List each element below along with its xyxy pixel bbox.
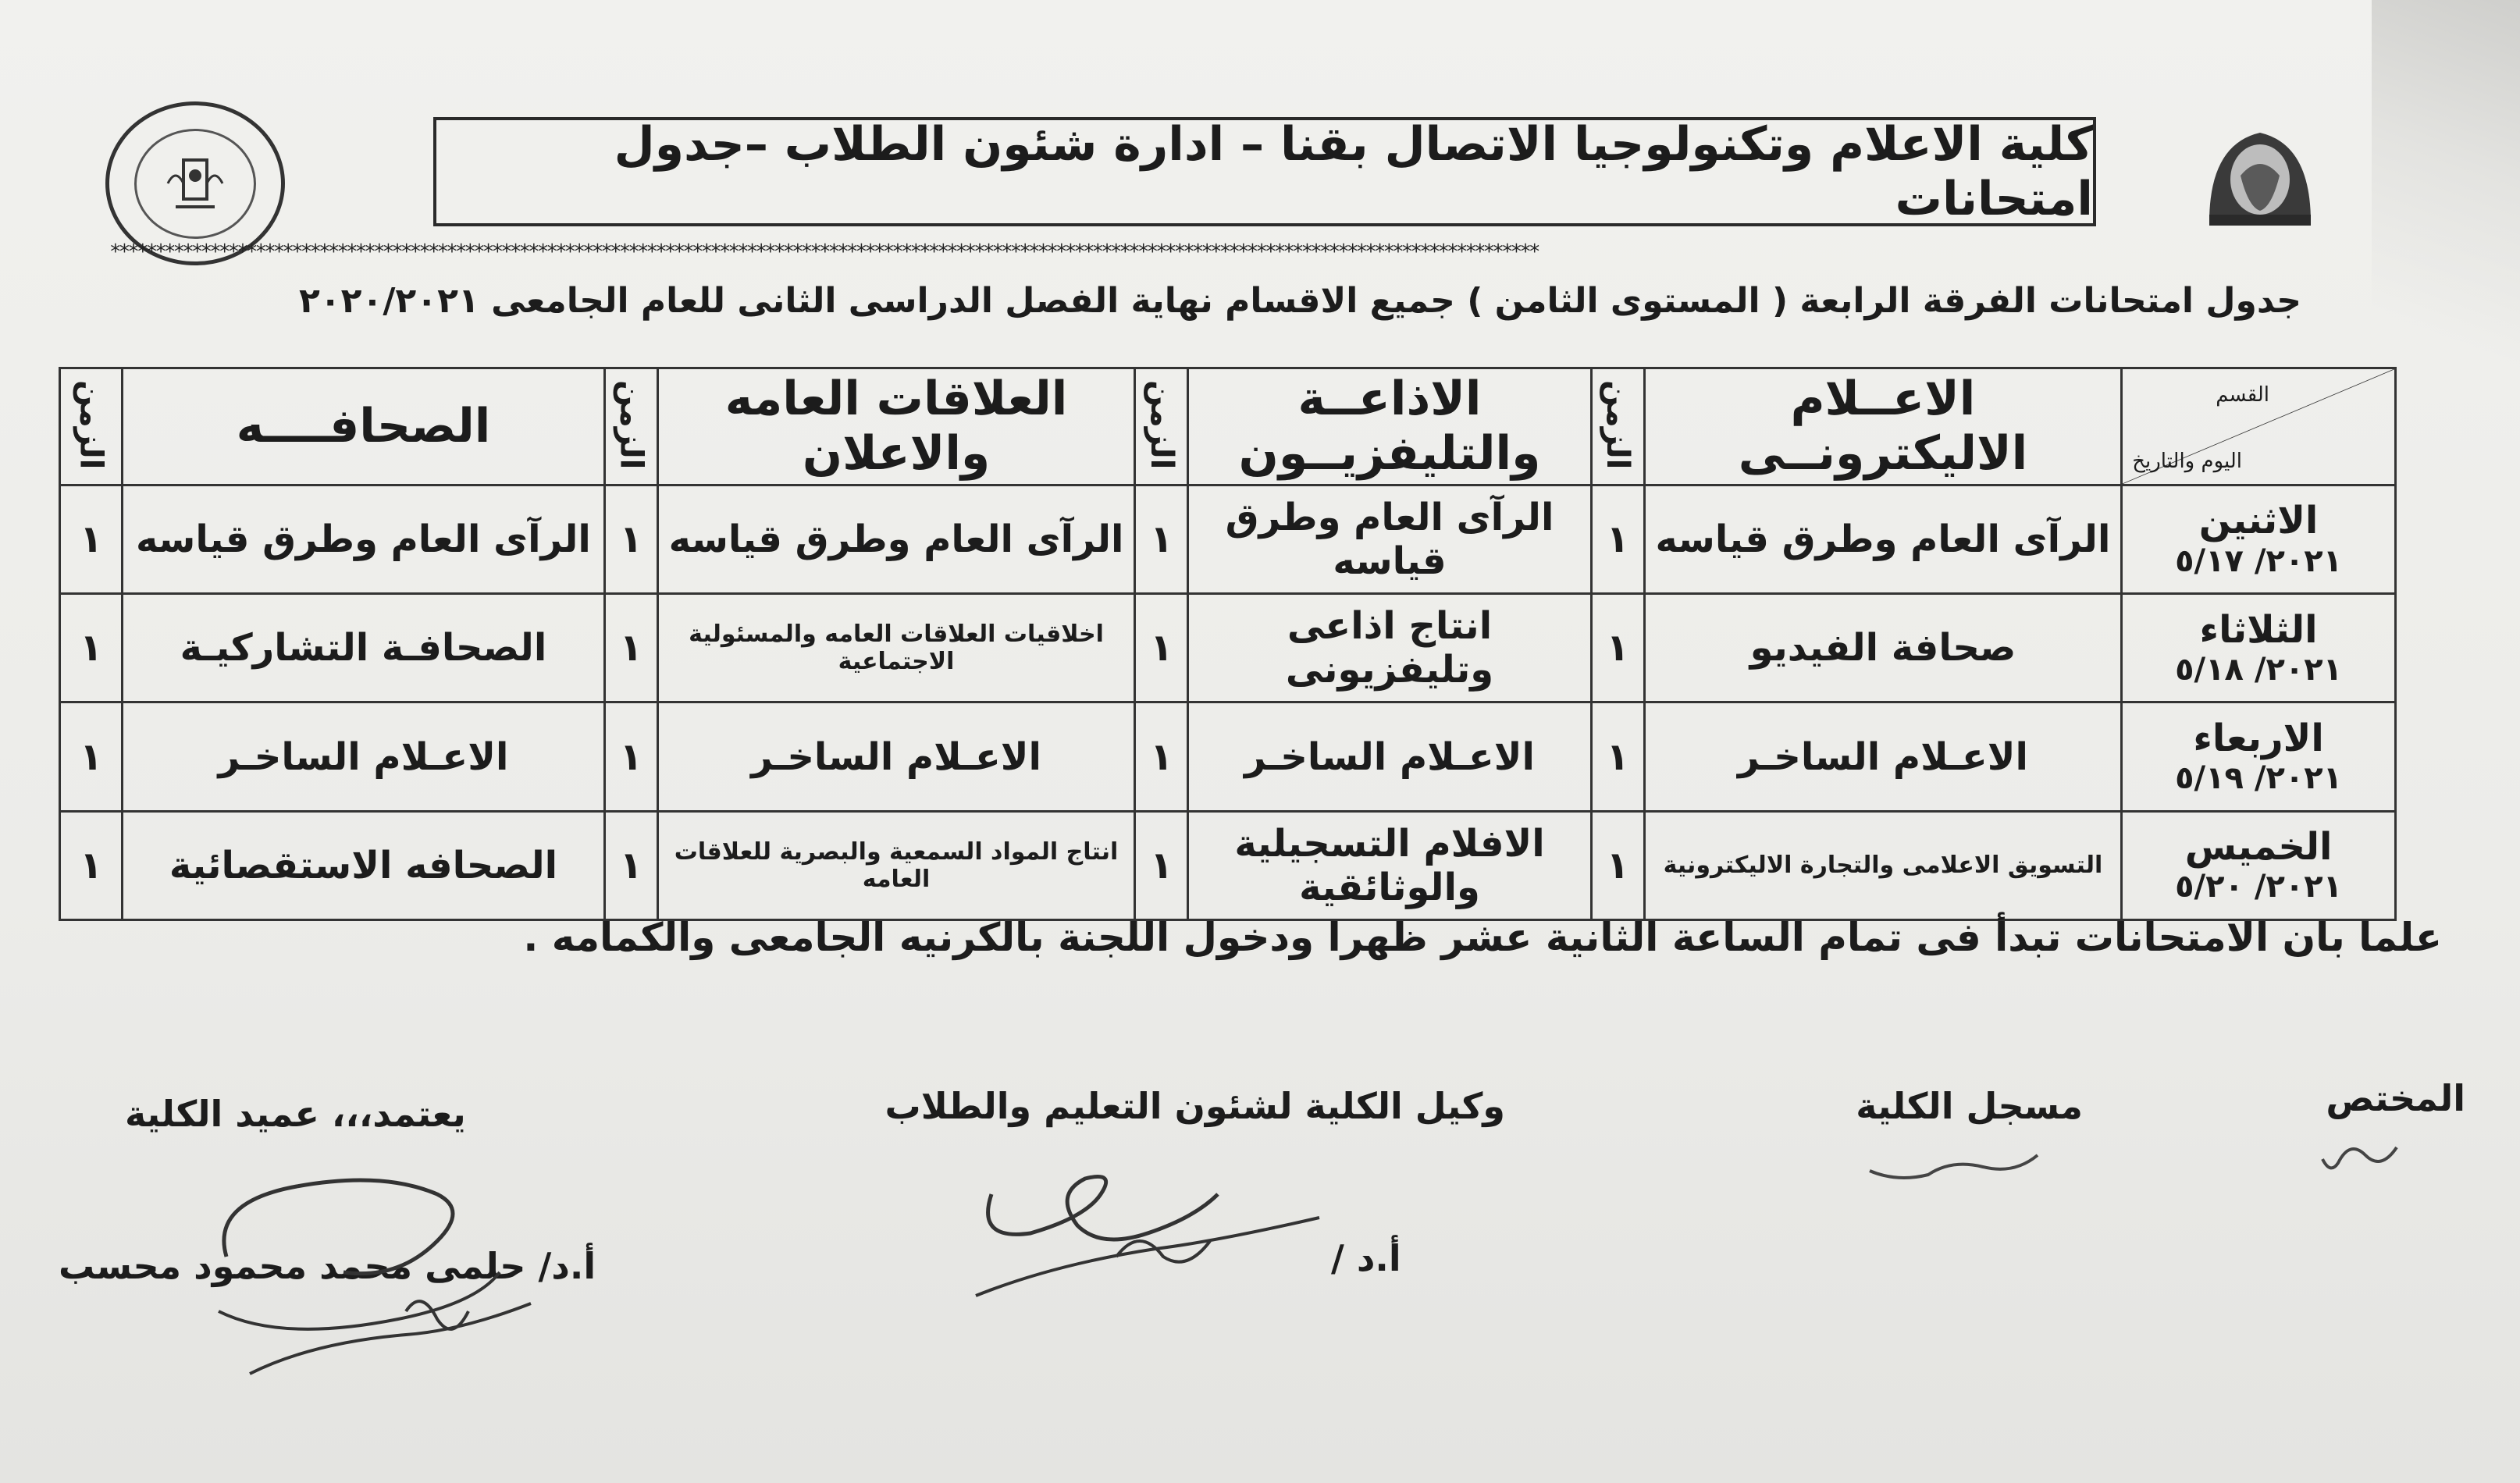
time-cell: ١: [60, 811, 123, 919]
dept-header: الصحافــــه: [123, 368, 604, 485]
date-label: ٢٠٢١/ ٥/٢٠: [2175, 869, 2343, 905]
date-label: ٢٠٢١/ ٥/١٨: [2175, 651, 2343, 688]
subject-cell: اخلاقيات العلاقات العامه والمسئولية الاجتماعية: [657, 594, 1134, 702]
subject-cell: انتاج اذاعى وتليفزيونى: [1188, 594, 1591, 702]
time-cell: ١: [604, 702, 657, 811]
time-cell: ١: [60, 594, 123, 702]
corner-date-label: اليوم والتاريخ: [2132, 449, 2243, 473]
time-cell: ١: [604, 811, 657, 919]
time-cell: ١: [1591, 702, 1644, 811]
day-date-cell: [2122, 811, 2396, 919]
time-header: الزمن: [60, 368, 123, 485]
day-label: الاربعاء: [2193, 716, 2324, 760]
time-header: الزمن: [604, 368, 657, 485]
corner-dept-label: القسم: [2216, 383, 2269, 407]
time-cell: ١: [604, 594, 657, 702]
time-cell: ١: [1591, 485, 1644, 593]
subject-cell: الاعـلام الساخـر: [123, 702, 604, 811]
exam-note: علما بان الامتحانات تبدأ فى تمام الساعة الثانية عشر ظهرا ودخول اللجنة بالكرنيه الجامعى والكمامه .: [523, 915, 2442, 960]
table-row: [60, 594, 2396, 702]
subject-cell: الرآى العام وطرق قياسه: [123, 485, 604, 593]
seal-inner: [134, 129, 256, 239]
subject-cell: الاعـلام الساخـر: [1644, 702, 2121, 811]
subject-cell: الاعـلام الساخـر: [1188, 702, 1591, 811]
time-header: الزمن: [1591, 368, 1644, 485]
subject-cell: الصحافه الاستقصائية: [123, 811, 604, 919]
seal-emblem-icon: [160, 152, 230, 215]
subject-cell: الافلام التسجيلية والوثائقية: [1188, 811, 1591, 919]
subject-cell: الرآى العام وطرق قياسه: [1644, 485, 2121, 593]
page-fold: [2372, 0, 2520, 406]
day-label: الاثنين: [2198, 499, 2319, 543]
subject-cell: الصحافـة التشاركيـة: [123, 594, 604, 702]
document-title: كلية الاعلام وتكنولوجيا الاتصال بقنا – ادارة شئون الطلاب –جدول امتحانات: [433, 117, 2096, 226]
table-header-row: [60, 368, 2396, 485]
date-label: ٢٠٢١/ ٥/١٩: [2175, 760, 2343, 797]
vice-dean-signature-icon: [960, 1147, 1335, 1311]
date-label: ٢٠٢١/ ٥/١٧: [2175, 542, 2343, 579]
table-row: [60, 485, 2396, 593]
subject-cell: الرآى العام وطرق قياسه: [1188, 485, 1591, 593]
subject-cell: الرآى العام وطرق قياسه: [657, 485, 1134, 593]
time-cell: ١: [1135, 594, 1188, 702]
schedule-subtitle: جدول امتحانات الفرقة الرابعة ( المستوى الثامن ) جميع الاقسام نهاية الفصل الدراسى الثانى للعام الجامعى ٢٠٢٠/٢٠٢١: [298, 281, 2301, 321]
time-header: الزمن: [1135, 368, 1188, 485]
day-label: الخميس: [2184, 825, 2333, 870]
corner-cell: [2122, 368, 2396, 485]
time-cell: ١: [1591, 594, 1644, 702]
dean-signature-icon: [203, 1155, 562, 1389]
dean-label: يعتمد،،، عميد الكلية: [125, 1093, 466, 1135]
time-cell: ١: [60, 702, 123, 811]
subject-cell: التسويق الاعلامى والتجارة الاليكترونية: [1644, 811, 2121, 919]
day-date-cell: [2122, 485, 2396, 593]
specialist-signature-icon: [2319, 1132, 2404, 1179]
time-cell: ١: [1135, 702, 1188, 811]
registrar-label: مسجل الكلية: [1856, 1085, 2083, 1127]
time-cell: ١: [1135, 485, 1188, 593]
table-row: [60, 811, 2396, 919]
exam-schedule-table: [59, 367, 2397, 921]
subject-cell: صحافة الفيديو: [1644, 594, 2121, 702]
subject-cell: انتاج المواد السمعية والبصرية للعلاقات العامه: [657, 811, 1134, 919]
star-divider: *************************************************************************************************************************************************************: [109, 240, 1538, 264]
time-cell: ١: [60, 485, 123, 593]
time-cell: ١: [604, 485, 657, 593]
day-date-cell: [2122, 702, 2396, 811]
subject-cell: الاعـلام الساخـر: [657, 702, 1134, 811]
day-date-cell: [2122, 594, 2396, 702]
dept-header: الاعــلام الاليكترونــى: [1644, 368, 2121, 485]
time-cell: ١: [1135, 811, 1188, 919]
time-cell: ١: [1591, 811, 1644, 919]
dean-name: أ.د/ حلمى محمد محمود محسب: [59, 1245, 596, 1287]
registrar-signature-icon: [1858, 1140, 2045, 1186]
dept-header: الاذاعــة والتليفزيــون: [1188, 368, 1591, 485]
specialist-label: المختص: [2326, 1077, 2465, 1119]
vice-dean-name: أ.د /: [1331, 1237, 1401, 1279]
vice-dean-label: وكيل الكلية لشئون التعليم والطلاب: [884, 1085, 1505, 1127]
university-logo-icon: [2186, 109, 2334, 242]
day-label: الثلاثاء: [2199, 607, 2318, 652]
dept-header: العلاقات العامه والاعلان: [657, 368, 1134, 485]
table-row: [60, 702, 2396, 811]
